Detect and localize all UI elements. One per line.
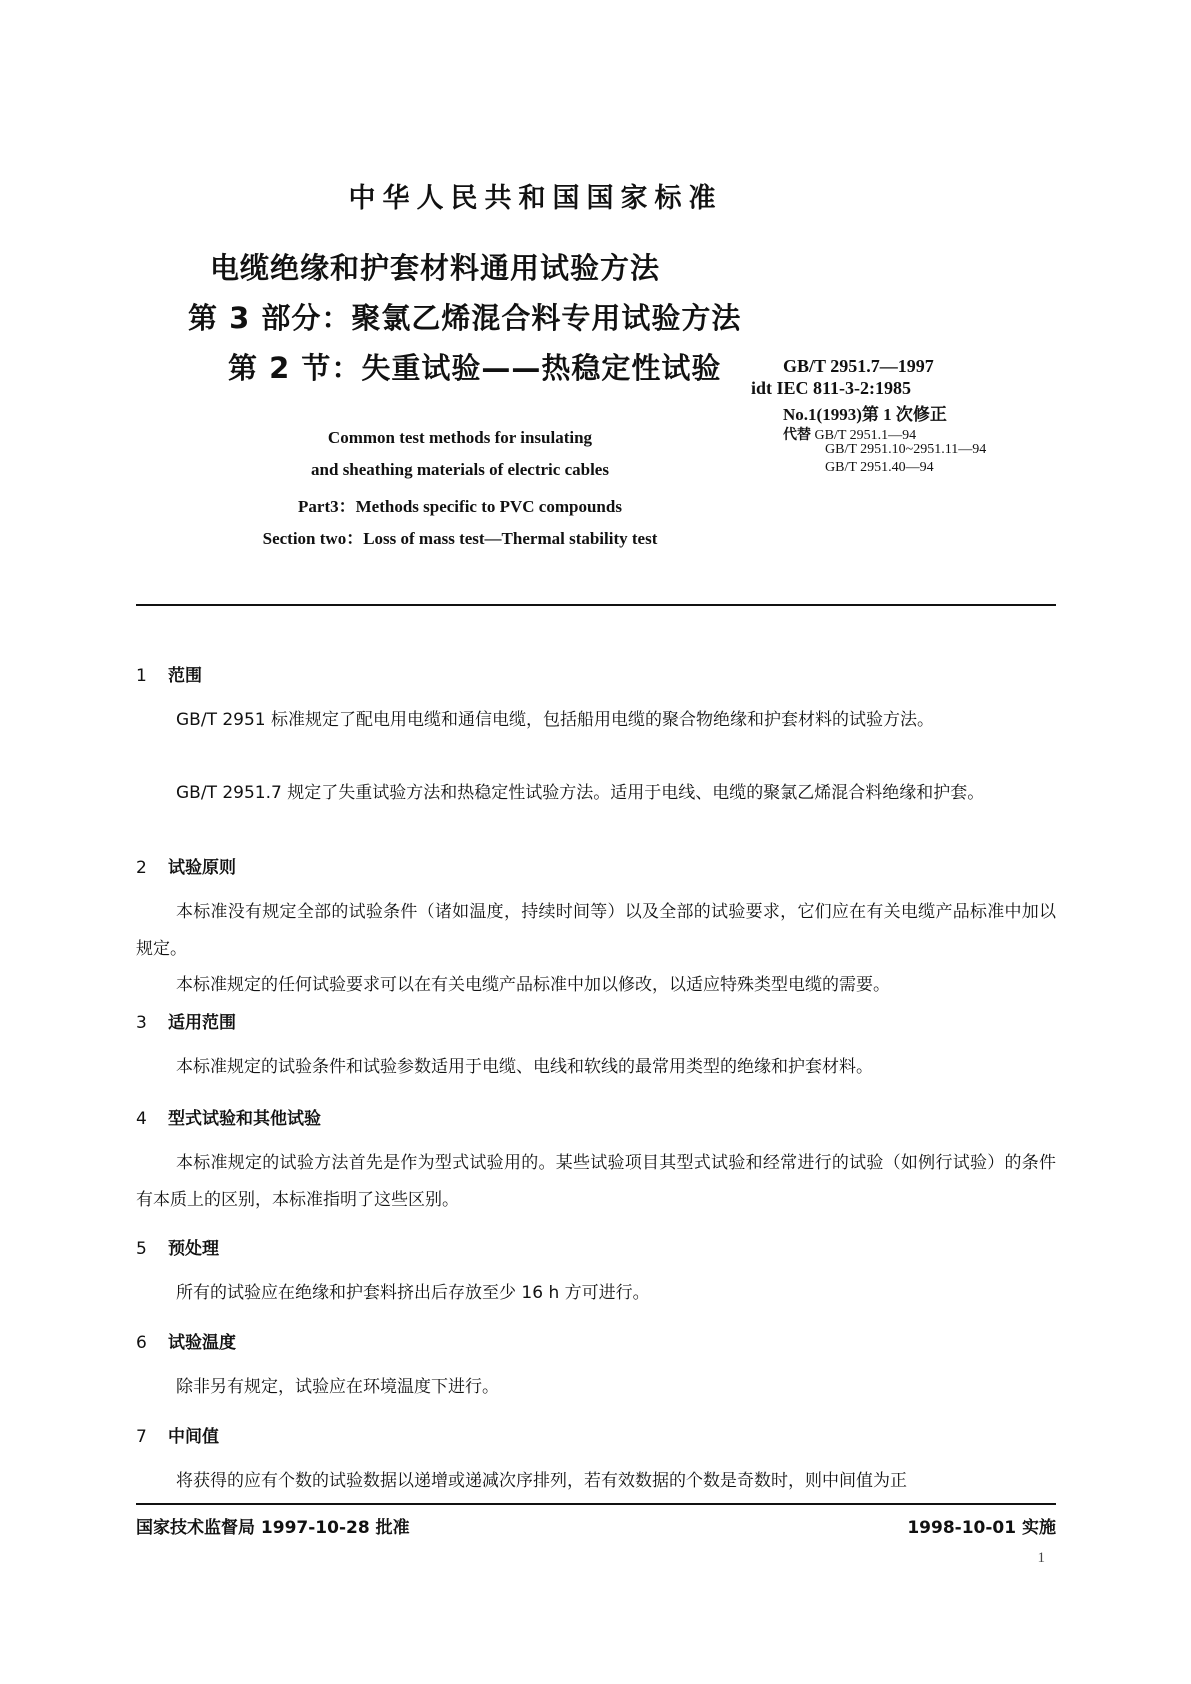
section-number: 2 xyxy=(136,858,147,878)
title-cn-line-2: 第 3 部分：聚氯乙烯混合料专用试验方法 xyxy=(188,301,742,335)
section-heading xyxy=(136,1328,236,1353)
section-title: 范围 xyxy=(168,666,202,686)
section-number: 3 xyxy=(136,1013,147,1033)
replaces-label: 代替 xyxy=(783,427,811,443)
section-paragraph: 除非另有规定，试验应在环境温度下进行。 xyxy=(176,1377,499,1397)
title-en-line-2: and sheathing materials of electric cables xyxy=(311,460,609,479)
section-title: 试验原则 xyxy=(168,858,236,878)
section-paragraph: 本标准规定的任何试验要求可以在有关电缆产品标准中加以修改，以适应特殊类型电缆的需要。 xyxy=(176,975,890,995)
replaces-line-1 xyxy=(783,424,916,444)
implementation-date: 1998-10-01 实施 xyxy=(907,1518,1056,1538)
section-title: 适用范围 xyxy=(168,1013,236,1033)
footer-divider xyxy=(136,1503,1056,1505)
section-paragraph: 本标准没有规定全部的试验条件（诸如温度，持续时间等）以及全部的试验要求，它们应在有关电缆产品标准中加以规定。 xyxy=(136,902,1056,959)
section-title: 试验温度 xyxy=(168,1333,236,1353)
section-title: 中间值 xyxy=(168,1427,219,1447)
section-number: 7 xyxy=(136,1427,147,1447)
section-paragraph: 所有的试验应在绝缘和护套料挤出后存放至少 16 h 方可进行。 xyxy=(176,1283,650,1303)
header-divider xyxy=(136,604,1056,606)
section-heading xyxy=(136,1234,219,1259)
section-heading xyxy=(136,661,202,686)
approval-date: 国家技术监督局 1997-10-28 批准 xyxy=(136,1518,410,1538)
section-number: 4 xyxy=(136,1109,147,1129)
section-paragraph: GB/T 2951.7 规定了失重试验方法和热稳定性试验方法。适用于电线、电缆的聚氯乙烯混合料绝缘和护套。 xyxy=(176,783,985,803)
title-cn-line-3: 第 2 节：失重试验——热稳定性试验 xyxy=(228,351,722,385)
section-paragraph: 本标准规定的试验条件和试验参数适用于电缆、电线和软线的最常用类型的绝缘和护套材料。 xyxy=(176,1057,873,1077)
section-heading xyxy=(136,1422,219,1447)
section-title: 型式试验和其他试验 xyxy=(168,1109,321,1129)
section-number: 1 xyxy=(136,666,147,686)
section-paragraph: GB/T 2951 标准规定了配电用电缆和通信电缆，包括船用电缆的聚合物绝缘和护套材料的试验方法。 xyxy=(176,710,935,730)
replaces-item: GB/T 2951.1—94 xyxy=(814,428,917,443)
title-cn-line-1: 电缆绝缘和护套材料通用试验方法 xyxy=(210,251,661,285)
section-title: 预处理 xyxy=(168,1239,219,1259)
amendment-note: No.1(1993)第 1 次修正 xyxy=(783,405,947,424)
title-en-line-1: Common test methods for insulating xyxy=(327,428,593,447)
replaces-item: GB/T 2951.40—94 xyxy=(825,460,934,475)
section-heading xyxy=(136,1008,236,1033)
section-paragraph: 本标准规定的试验方法首先是作为型式试验用的。某些试验项目其型式试验和经常进行的试验（如例行试验）的条件有本质上的区别，本标准指明了这些区别。 xyxy=(136,1153,1056,1210)
idt-standard: idt IEC 811-3-2:1985 xyxy=(751,378,912,398)
section-heading xyxy=(136,853,236,878)
section-number: 5 xyxy=(136,1239,147,1259)
replaces-item: GB/T 2951.10~2951.11—94 xyxy=(825,442,987,457)
title-en-line-3: Part3：Methods specific to PVC compounds xyxy=(298,497,622,516)
section-heading xyxy=(136,1104,321,1129)
section-number: 6 xyxy=(136,1333,147,1353)
page-number: 1 xyxy=(1037,1550,1045,1566)
national-standard-title: 中华人民共和国国家标准 xyxy=(348,183,723,214)
section-paragraph: 将获得的应有个数的试验数据以递增或递减次序排列，若有效数据的个数是奇数时，则中间值为正 xyxy=(176,1471,907,1491)
title-en-line-4: Section two：Loss of mass test—Thermal stability test xyxy=(262,529,658,548)
standard-code: GB/T 2951.7—1997 xyxy=(783,356,934,376)
